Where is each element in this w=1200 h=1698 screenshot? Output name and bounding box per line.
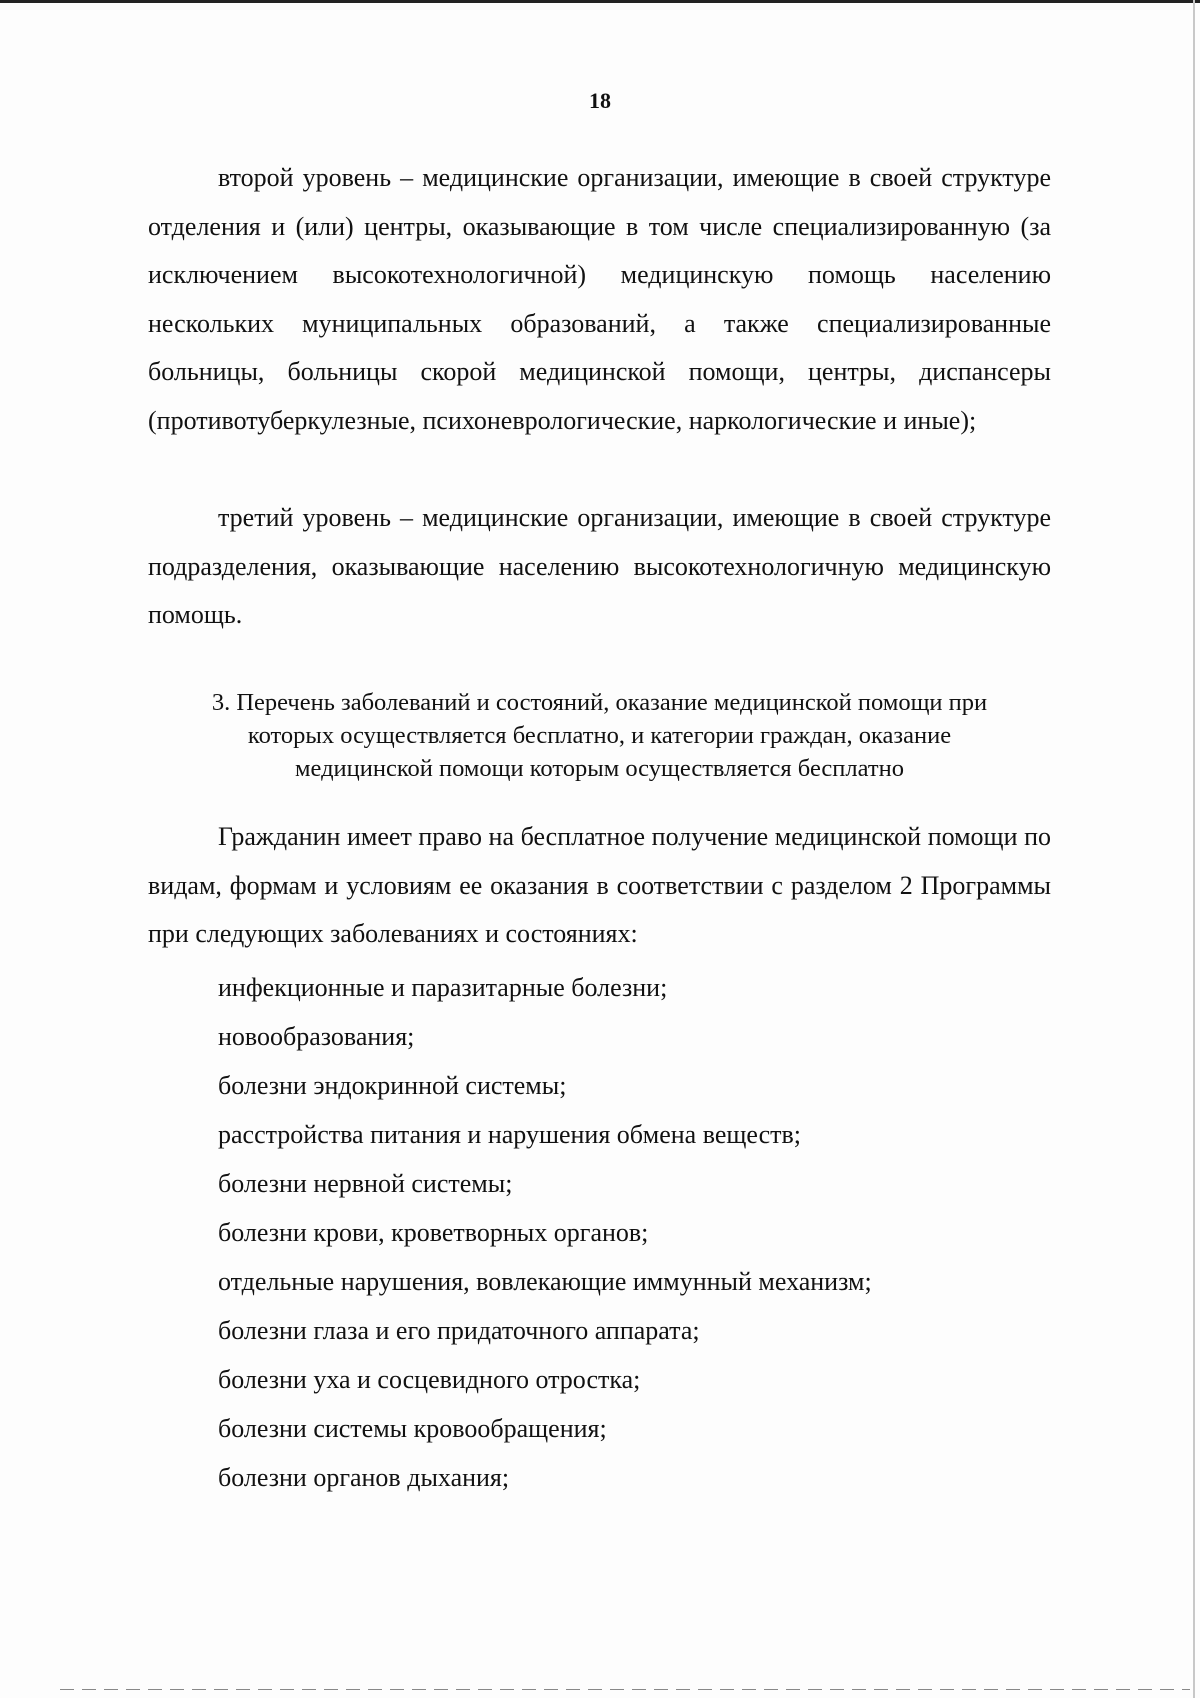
paragraph-second-level	[148, 154, 1051, 446]
paragraph-third-level	[148, 494, 1051, 640]
list-item: новообразования;	[218, 1022, 415, 1051]
paragraph-text: Гражданин имеет право на бесплатное получение медицинской помощи по видам, формам и условиям ее оказания в соответствии с разделом 2 Программы при следующих заболеваниях и состояниях:	[148, 822, 1051, 949]
section-heading-line: которых осуществляется бесплатно, и категории граждан, оказание	[247, 722, 952, 749]
list-item: болезни нервной системы;	[218, 1169, 513, 1198]
list-item: отдельные нарушения, вовлекающие иммунный механизм;	[218, 1267, 872, 1296]
intro-paragraph	[148, 813, 1051, 959]
page-number: 18	[589, 88, 611, 113]
section-heading-line: 3. Перечень заболеваний и состояний, оказание медицинской помощи при	[211, 689, 988, 716]
scan-right-edge	[1193, 0, 1195, 1698]
list-item: болезни крови, кроветворных органов;	[218, 1218, 649, 1247]
section-heading-line: медицинской помощи которым осуществляется бесплатно	[295, 755, 904, 782]
paragraph-text: второй уровень – медицинские организации, имеющие в своей структуре отделения и (или) центры, оказывающие в том числе специализированную (за исключением высокотехнологичной) медицинскую помощь населению нескольких муниципальных образований, а также специализированные больницы, больницы скорой медицинской помощи, центры, диспансеры (противотуберкулезные, психоневрологические, наркологические и иные);	[148, 163, 1051, 435]
list-item: болезни системы кровообращения;	[218, 1414, 607, 1443]
list-item: болезни глаза и его придаточного аппарата;	[218, 1316, 700, 1345]
scan-bottom-edge	[60, 1689, 1190, 1690]
list-item: болезни уха и сосцевидного отростка;	[218, 1365, 641, 1394]
list-item: расстройства питания и нарушения обмена веществ;	[218, 1120, 801, 1149]
list-item: болезни эндокринной системы;	[218, 1071, 567, 1100]
scan-top-border	[0, 0, 1200, 3]
paragraph-text: третий уровень – медицинские организации, имеющие в своей структуре подразделения, оказывающие населению высокотехнологичную медицинскую помощь.	[148, 503, 1051, 630]
list-item: болезни органов дыхания;	[218, 1463, 510, 1492]
conditions-list	[218, 963, 1051, 1502]
section-heading	[148, 686, 1051, 785]
list-item: инфекционные и паразитарные болезни;	[218, 973, 668, 1002]
